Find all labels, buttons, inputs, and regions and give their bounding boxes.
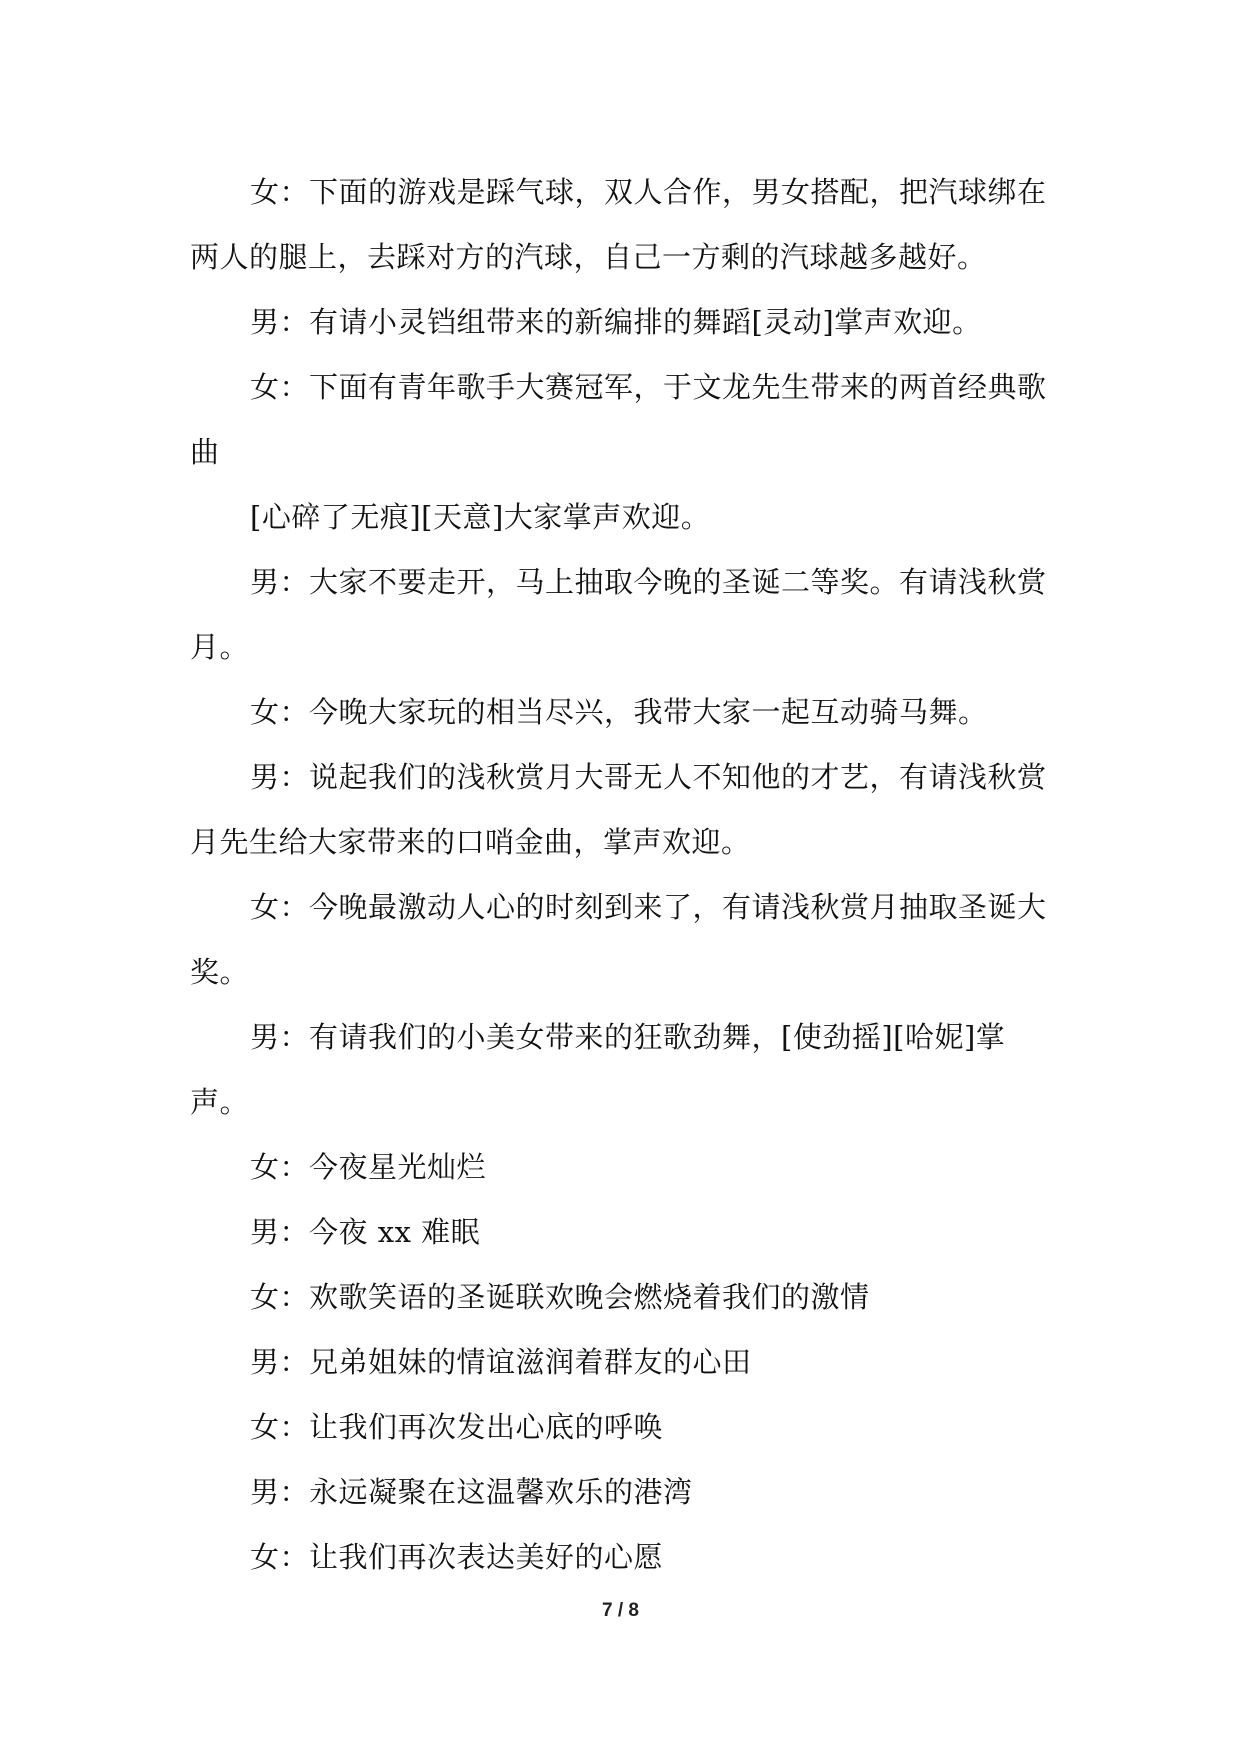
paragraph: 女：让我们再次表达美好的心愿 xyxy=(250,1540,664,1574)
paragraph: 女：下面有青年歌手大赛冠军，于文龙先生带来的两首经典歌曲 xyxy=(190,370,1047,469)
paragraph: [心碎了无痕][天意]大家掌声欢迎。 xyxy=(250,500,711,534)
paragraph: 女：今晚大家玩的相当尽兴，我带大家一起互动骑马舞。 xyxy=(250,695,988,729)
paragraph: 女：下面的游戏是踩气球，双人合作，男女搭配，把汽球绑在两人的腿上，去踩对方的汽球，自己一方剩的汽球越多越好。 xyxy=(190,175,1047,274)
page-number: 7 / 8 xyxy=(602,1600,639,1621)
paragraph: 男：大家不要走开，马上抽取今晚的圣诞二等奖。有请浅秋赏月。 xyxy=(190,565,1047,664)
paragraph: 男：永远凝聚在这温馨欢乐的港湾 xyxy=(250,1475,693,1509)
paragraph: 女：让我们再次发出心底的呼唤 xyxy=(250,1410,664,1444)
paragraph: 男：说起我们的浅秋赏月大哥无人不知他的才艺，有请浅秋赏月先生给大家带来的口哨金曲，掌声欢迎。 xyxy=(190,760,1047,859)
paragraph: 女：今晚最激动人心的时刻到来了，有请浅秋赏月抽取圣诞大奖。 xyxy=(190,890,1047,989)
paragraph: 女：欢歌笑语的圣诞联欢晚会燃烧着我们的激情 xyxy=(250,1280,870,1314)
paragraph: 男：有请我们的小美女带来的狂歌劲舞，[使劲摇][哈妮]掌声。 xyxy=(190,1020,1006,1119)
paragraph: 男：今夜 xx 难眠 xyxy=(250,1215,481,1249)
paragraph: 男：有请小灵铛组带来的新编排的舞蹈[灵动]掌声欢迎。 xyxy=(250,305,982,339)
paragraph: 女：今夜星光灿烂 xyxy=(250,1150,487,1184)
document-body xyxy=(190,160,1060,1590)
paragraph: 男：兄弟姐妹的情谊滋润着群友的心田 xyxy=(250,1345,752,1379)
